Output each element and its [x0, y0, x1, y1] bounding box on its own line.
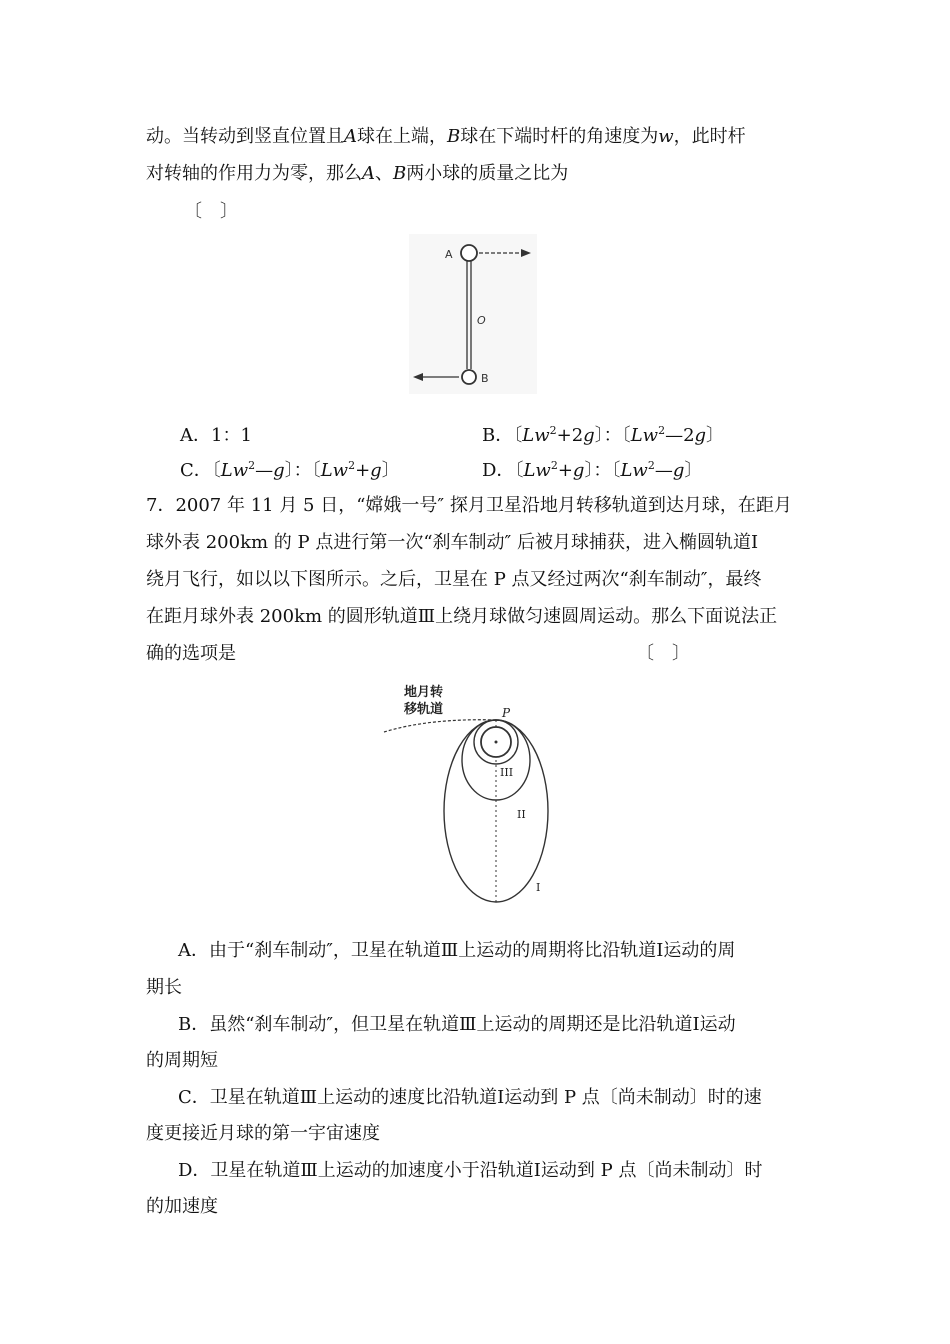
q6-answer-bracket: 〔 〕 [184, 201, 238, 222]
transfer-orbit-label-2: 移轨道 [404, 702, 444, 717]
pivot-o-label: O [477, 314, 486, 327]
q7-stem-line-2: 球外表 200km 的 P 点进行第一次“刹车制动″ 后被月球捕获，进入椭圆轨道Ⅰ [146, 532, 759, 553]
ball-a [461, 245, 477, 261]
rod-figure [405, 232, 545, 397]
ball-a-label: A [445, 248, 453, 261]
q7-answer-bracket: 〔 〕 [636, 643, 690, 664]
q7-stem-line-4: 在距月球外表 200km 的圆形轨道Ⅲ上绕月球做匀速圆周运动。那么下面说法正 [146, 606, 778, 627]
q7-option-c-cont: 度更接近月球的第一宇宙速度 [146, 1123, 380, 1144]
q7-option-c[interactable]: C．卫星在轨道Ⅲ上运动的速度比沿轨道Ⅰ运动到 P 点〔尚未制动〕时的速 [178, 1087, 762, 1108]
orbit-1-label: I [536, 881, 541, 894]
q7-stem-line-3: 绕月飞行，如以以下图所示。之后，卫星在 P 点又经过两次“刹车制动″，最终 [146, 569, 762, 590]
q7-option-a[interactable]: A．由于“刹车制动″，卫星在轨道Ⅲ上运动的周期将比沿轨道Ⅰ运动的周 [178, 940, 736, 961]
q6-stem-line-2: 对转轴的作用力为零，那么A、B两小球的质量之比为 [146, 163, 569, 184]
q6-stem-line-1: 动。当转动到竖直位置且A球在上端，B球在下端时杆的角速度为w，此时杆 [146, 126, 746, 147]
q7-option-b[interactable]: B．虽然“刹车制动″，但卫星在轨道Ⅲ上运动的周期还是比沿轨道Ⅰ运动 [178, 1014, 736, 1035]
point-p-label: P [502, 706, 511, 720]
q6-option-b[interactable]: B．〔$Lw^2+2g$〕：〔Lw$^2$—2g〕 [482, 424, 725, 446]
orbit-figure [380, 678, 565, 908]
q7-option-a-cont: 期长 [146, 977, 182, 998]
q7-option-d-cont: 的加速度 [146, 1196, 218, 1217]
q7-stem-line-5: 确的选项是 [146, 643, 236, 664]
q6-option-a[interactable]: A．1：1 [180, 425, 252, 446]
orbit-2-label: II [517, 808, 526, 821]
q7-stem-line-1: 7．2007 年 11 月 5 日，“嫦娥一号″ 探月卫星沿地月转移轨道到达月球，在距月 [146, 495, 792, 516]
ball-b [462, 370, 476, 384]
moon-center [495, 741, 498, 744]
transfer-orbit-label-1: 地月转 [404, 685, 444, 700]
q6-option-c[interactable]: C．〔Lw$^2$—g〕：〔$Lw^2+g$〕 [180, 459, 400, 481]
ball-b-label: B [481, 372, 489, 385]
q7-option-d[interactable]: D．卫星在轨道Ⅲ上运动的加速度小于沿轨道Ⅰ运动到 P 点〔尚未制动〕时 [178, 1160, 763, 1181]
q7-option-b-cont: 的周期短 [146, 1050, 218, 1071]
orbit-3-label: III [500, 766, 514, 779]
q6-option-d[interactable]: D．〔$Lw^2+g$〕：〔Lw$^2$—g〕 [482, 459, 703, 481]
